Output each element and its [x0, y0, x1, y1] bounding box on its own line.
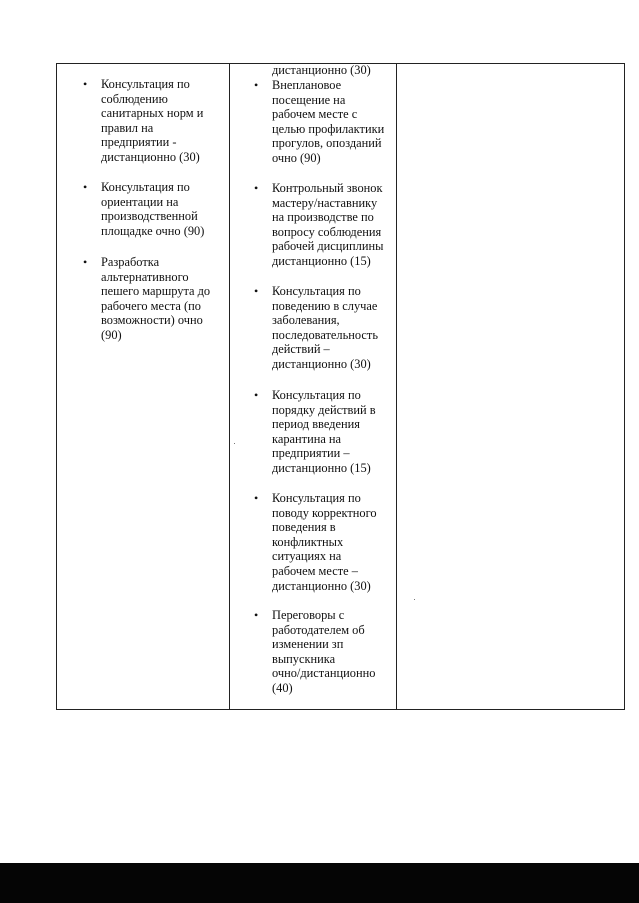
column-divider-1 [229, 64, 230, 709]
list-item [254, 284, 396, 372]
bullet-icon: • [83, 180, 88, 194]
list-item-text: Контрольный звонок мастеру/наставнику на производстве по вопросу соблюдения рабочей дисциплины дистанционно (15) [272, 181, 384, 268]
list-item-text: Консультация по ориентации на производственной площадке очно (90) [101, 180, 205, 238]
bullet-icon: • [254, 491, 259, 505]
list-item-text: Консультация по поведению в случае заболевания, последовательность действий – дистанционно (30) [272, 284, 378, 371]
list-item-text: Переговоры с работодателем об изменении зп выпускника очно/дистанционно (40) [272, 608, 376, 695]
bullet-icon: • [254, 608, 259, 622]
list-item-text: Консультация по соблюдению санитарных норм и правил на предприятии - дистанционно (30) [101, 77, 204, 164]
list-item [254, 491, 396, 593]
list-item [254, 181, 396, 269]
list-item-text: Разработка альтернативного пешего маршрута до рабочего места (по возможности) очно (90) [101, 255, 211, 342]
list-item [254, 78, 396, 166]
list-item-text: Консультация по порядку действий в период введения карантина на предприятии – дистанционно (15) [272, 388, 376, 475]
column-divider-2 [396, 64, 397, 709]
scan-bottom-edge [0, 863, 639, 903]
bullet-icon: • [83, 77, 88, 91]
bullet-icon: • [254, 181, 259, 195]
bullet-icon: • [254, 388, 259, 402]
continued-text: дистанционно (30) [272, 63, 371, 77]
list-item [254, 388, 396, 476]
activities-table [56, 63, 625, 710]
scan-speck [234, 443, 235, 444]
list-item [83, 255, 227, 343]
bullet-icon: • [83, 255, 88, 269]
list-item [83, 77, 227, 165]
list-item-text: Внеплановое посещение на рабочем месте с целью профилактики прогулов, опозданий очно (90) [272, 78, 385, 165]
list-item [83, 180, 227, 238]
bullet-icon: • [254, 78, 259, 92]
list-item [254, 608, 396, 696]
bullet-icon: • [254, 284, 259, 298]
list-item-text: Консультация по поводу корректного поведения в конфликтных ситуациях на рабочем месте – дистанционно (30) [272, 491, 377, 593]
scan-speck [414, 599, 415, 600]
